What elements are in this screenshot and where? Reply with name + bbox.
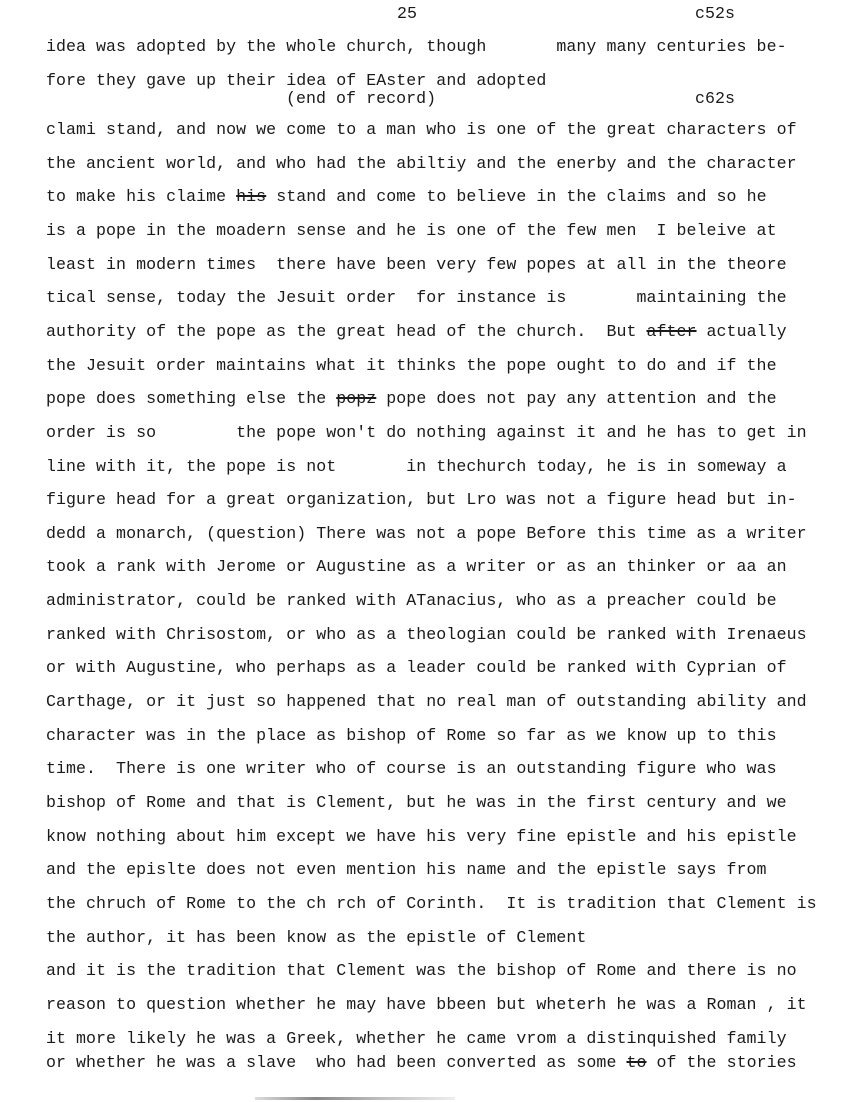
text-line [46, 759, 777, 779]
text-line [46, 356, 777, 376]
text-line [46, 187, 767, 207]
text-line [46, 557, 787, 577]
text-line [46, 389, 777, 409]
text-segment: to make his claime [46, 187, 237, 207]
text-segment: figure head for a great organization, but Lro was not a figure head but in- [46, 490, 797, 510]
text-segment: clami stand, and now we come to a man who is one of the great characters of [46, 120, 797, 139]
struck-out-text: after [646, 321, 697, 341]
text-segment: is a pope in the moadern sense and he is one of the few men I beleive at [46, 220, 777, 240]
text-segment: the ancient world, and who had the abiltiy and the enerby and the character [46, 153, 797, 173]
record-code-top: c52s [695, 4, 736, 23]
text-segment: it more likely he was a Greek, whether he came vrom a distinquished family [46, 1028, 787, 1048]
text-segment: or whether he was a slave who had been converted as some [46, 1053, 627, 1072]
text-line [46, 120, 797, 140]
text-segment: bishop of Rome and that is Clement, but he was in the first century and we [46, 793, 787, 812]
text-segment: order is so the pope won't do nothing against it and he has to get in [46, 422, 807, 442]
text-line [46, 894, 817, 914]
text-line [46, 591, 777, 611]
struck-out-text: his [236, 187, 267, 207]
text-segment: line with it, the pope is not in thechurch today, he is in someway a [46, 456, 787, 476]
text-line [46, 726, 777, 746]
text-segment: actually [696, 321, 787, 341]
text-segment: the Jesuit order maintains what it thinks the pope ought to do and if the [46, 355, 777, 375]
text-segment: character was in the place as bishop of Rome so far as we know up to this [46, 725, 777, 745]
text-line [46, 692, 807, 712]
text-segment: took a rank with Jerome or Augustine as a writer or as an thinker or aa an [46, 557, 787, 577]
text-segment: dedd a monarch, (question) There was not a pope Before this time as a writer [46, 523, 807, 543]
text-segment: least in modern times there have been very few popes at all in the theore [46, 254, 787, 274]
text-line [46, 524, 807, 544]
text-segment: reason to question whether he may have bbeen but wheterh he was a Roman , it [46, 994, 807, 1014]
text-line [46, 625, 807, 645]
text-segment: tical sense, today the Jesuit order for instance is maintaining the [46, 288, 787, 308]
text-line [46, 288, 787, 308]
text-line [46, 793, 787, 813]
text-line [46, 961, 797, 981]
intro-line: idea was adopted by the whole church, though many many centuries be- [46, 37, 787, 56]
text-segment: and it is the tradition that Clement was the bishop of Rome and there is no [46, 961, 797, 981]
text-line [46, 221, 777, 241]
text-line [46, 995, 807, 1015]
text-segment: Carthage, or it just so happened that no real man of outstanding ability and [46, 692, 807, 712]
text-line [46, 322, 787, 342]
intro-line: fore they gave up their idea of EAster and adopted [46, 71, 547, 90]
text-line [46, 154, 797, 174]
text-segment: and the epislte does not even mention his name and the epistle says from [46, 860, 767, 880]
text-segment: ranked with Chrisostom, or who as a theologian could be ranked with Irenaeus [46, 624, 807, 644]
text-segment: or with Augustine, who perhaps as a leader could be ranked with Cyprian of [46, 658, 787, 678]
text-segment: administrator, could be ranked with ATanacius, who as a preacher could be [46, 591, 777, 611]
text-segment: authority of the pope as the great head of the church. But [46, 321, 647, 341]
text-line [46, 1029, 787, 1049]
text-segment: the chruch of Rome to the ch rch of Corinth. It is tradition that Clement is [46, 893, 817, 913]
text-line [46, 457, 787, 477]
text-line [46, 658, 787, 678]
page-edge-mark [255, 1097, 455, 1100]
text-line [46, 860, 767, 880]
text-line [46, 255, 787, 275]
struck-out-text: popz [336, 389, 377, 409]
text-line [46, 423, 807, 443]
end-of-record-note: (end of record) [286, 89, 437, 108]
text-line [46, 490, 797, 510]
page-number: 25 [397, 4, 418, 23]
text-segment: know nothing about him except we have his very fine epistle and his epistle [46, 826, 797, 846]
text-segment: the author, it has been know as the epistle of Clement [46, 927, 587, 947]
text-line [46, 928, 586, 948]
struck-out-text: to [626, 1053, 647, 1072]
text-segment: pope does not pay any attention and the [376, 389, 777, 409]
record-code-bottom: c62s [695, 89, 736, 108]
text-segment: pope does something else the [46, 389, 337, 409]
text-line [46, 1053, 797, 1073]
text-segment: time. There is one writer who of course is an outstanding figure who was [46, 759, 777, 779]
text-line [46, 827, 797, 847]
text-segment: of the stories [646, 1053, 797, 1072]
text-segment: stand and come to believe in the claims and so he [266, 187, 767, 207]
